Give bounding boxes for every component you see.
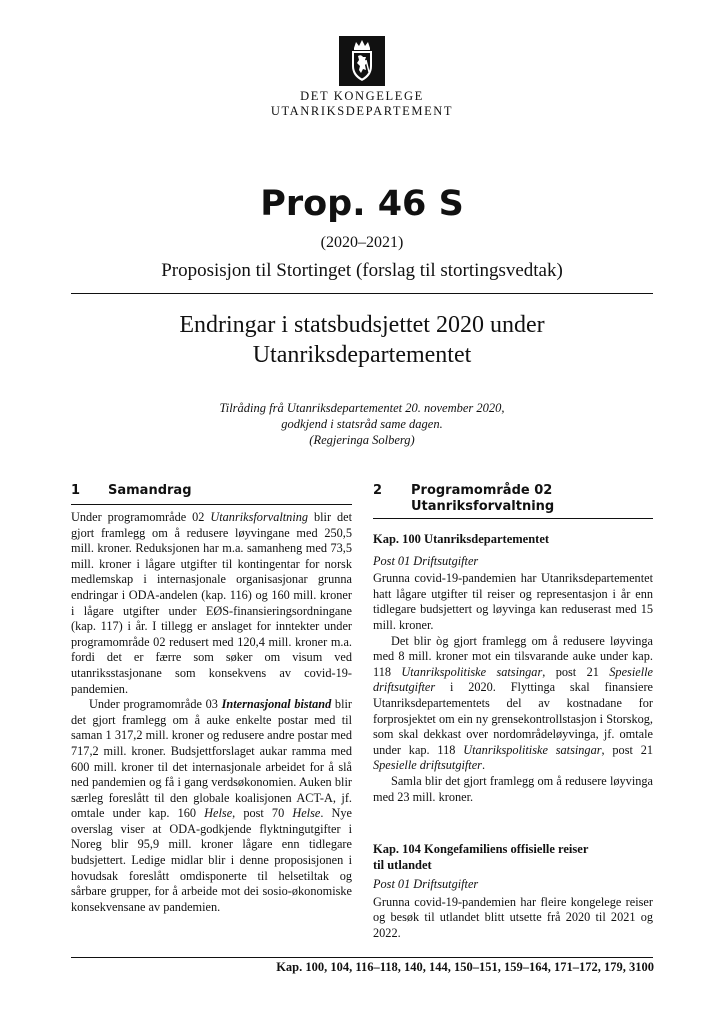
recommendation-line2: godkjend i statsråd same dagen. [281, 417, 443, 431]
coat-of-arms-logo [339, 36, 385, 86]
document-title-line1: Endringar i statsbudsjettet 2020 under [179, 312, 545, 338]
section1-body [71, 510, 352, 915]
section1-paragraph1: Under programområde 02 Utanriksforvaltning blir det gjort framlegg om å redusere løyvingane med 250,5 mill. kroner. Reduksjonen har m.a. samanheng med 73,5 mill. kroner i lågare utgifter til kontingentar for norsk medlemskap i internasjonale organisasjonar grunna endringar i ODA-andelen (kap. 116) og 160 mill. kroner i lågare utgifter under EØS-finansieringsordningane (kap. 117) i år. I tillegg er anslaget for inntekter under programområde 02 redusert med 120,4 mill. kroner m.a. fordi det er færre som søker om visum ved utanriksstasjonane som konsekvens av covid-19-pandemien. [71, 510, 353, 696]
section2-title-line1: Programområde 02 [411, 483, 553, 498]
section2-title-line2: Utanriksforvaltning [411, 499, 555, 514]
kap100-post-label: Post 01 Driftsutgifter [373, 553, 479, 568]
proposition-type: Proposisjon til Stortinget (forslag til stortingsvedtak) [161, 260, 563, 281]
kap104-heading-line1: Kap. 104 Kongefamiliens offisielle reiser [373, 842, 589, 856]
kap100-paragraph3: Samla blir det gjort framlegg om å redusere løyvinga med 23 mill. kroner. [373, 773, 653, 804]
kap104-post-label: Post 01 Driftsutgifter [373, 877, 479, 892]
kap100-paragraph2: Det blir òg gjort framlegg om å redusere løyvinga med 8 mill. kroner mot ein tilsvarande auke under kap. 118 Utanrikspolitiske satsingar, post 21 Spesielle driftsutgifter i 2020. Flyttinga skal finansiere Utanriksdepartementets del av kostnadane for forprosjektet om ein ny grensekontrollstasjon i Storskog, som skal dekkast over nordområdeløyvinga, jf. omtale under kap. 118 Utanrikspolitiske satsingar, post 21 Spesielle driftsutgifter. [373, 633, 653, 773]
document-title-line2: Utanriksdepartementet [252, 342, 472, 368]
department-name-line2: UTANRIKSDEPARTEMENT [270, 104, 454, 118]
recommendation-line3: (Regjeringa Solberg) [309, 433, 415, 447]
section2-number: 2 [373, 483, 383, 498]
department-name-line1: DET KONGELEGE [300, 89, 424, 103]
proposition-number: Prop. 46 S [260, 184, 464, 224]
kap100-heading: Kap. 100 Utanriksdepartementet [373, 532, 550, 546]
header-divider [71, 293, 653, 294]
section2-divider [373, 518, 653, 519]
session-years: (2020–2021) [320, 234, 404, 251]
kap100-paragraph1: Grunna covid-19-pandemien har Utanriksdepartementet hatt lågare utgifter til reiser og representasjon i år enn tidlegare budsjettert og løyvinga kan reduserast med 15 mill. kroner. [373, 571, 653, 632]
kap104-block [373, 842, 653, 942]
recommendation-line1: Tilråding frå Utanriksdepartementet 20. november 2020, [219, 401, 505, 415]
footer-divider [71, 957, 653, 958]
section1-number: 1 [71, 483, 81, 498]
crowned-lion-icon [339, 36, 385, 86]
section1-title: Samandrag [108, 483, 192, 498]
kap100-block [373, 532, 653, 805]
section1-divider [71, 504, 352, 505]
kap104-heading-line2: til utlandet [373, 857, 432, 872]
section1-paragraph2: Under programområde 03 Internasjonal bistand blir det gjort framlegg om å auke enkelte postar med til saman 1 317,2 mill. kroner og redusere andre postar med 717,2 mill. kroner. Budsjettforslaget aukar ramma med 600 mill. kroner til det internasjonale arbeidet for å slå ned pandemien og få i gang verdsøkonomien. Auken blir særleg foreslått til den globale koalisjonen ACT-A, jf. omtale under kap. 160 Helse, post 70 Helse. Nye overslag viser at ODA-godkjende flyktningutgifter i Noreg blir 95,9 mill. kroner lågare enn tidlegare budsjettert. Ledige midlar blir i denne proposisjonen i hovudsak foreslått omdisponerte til helsetiltak og sårbare grupper, for å arbeide mot dei sosio-økonomiske konsekvensane av pandemien. [71, 697, 353, 914]
kap104-paragraph1: Grunna covid-19-pandemien har fleire kongelege reiser og besøk til utlandet blitt utsette frå 2020 til 2021 og 2022. [373, 894, 653, 940]
footer-chapter-list: Kap. 100, 104, 116–118, 140, 144, 150–151, 159–164, 171–172, 179, 3100 [276, 960, 654, 974]
